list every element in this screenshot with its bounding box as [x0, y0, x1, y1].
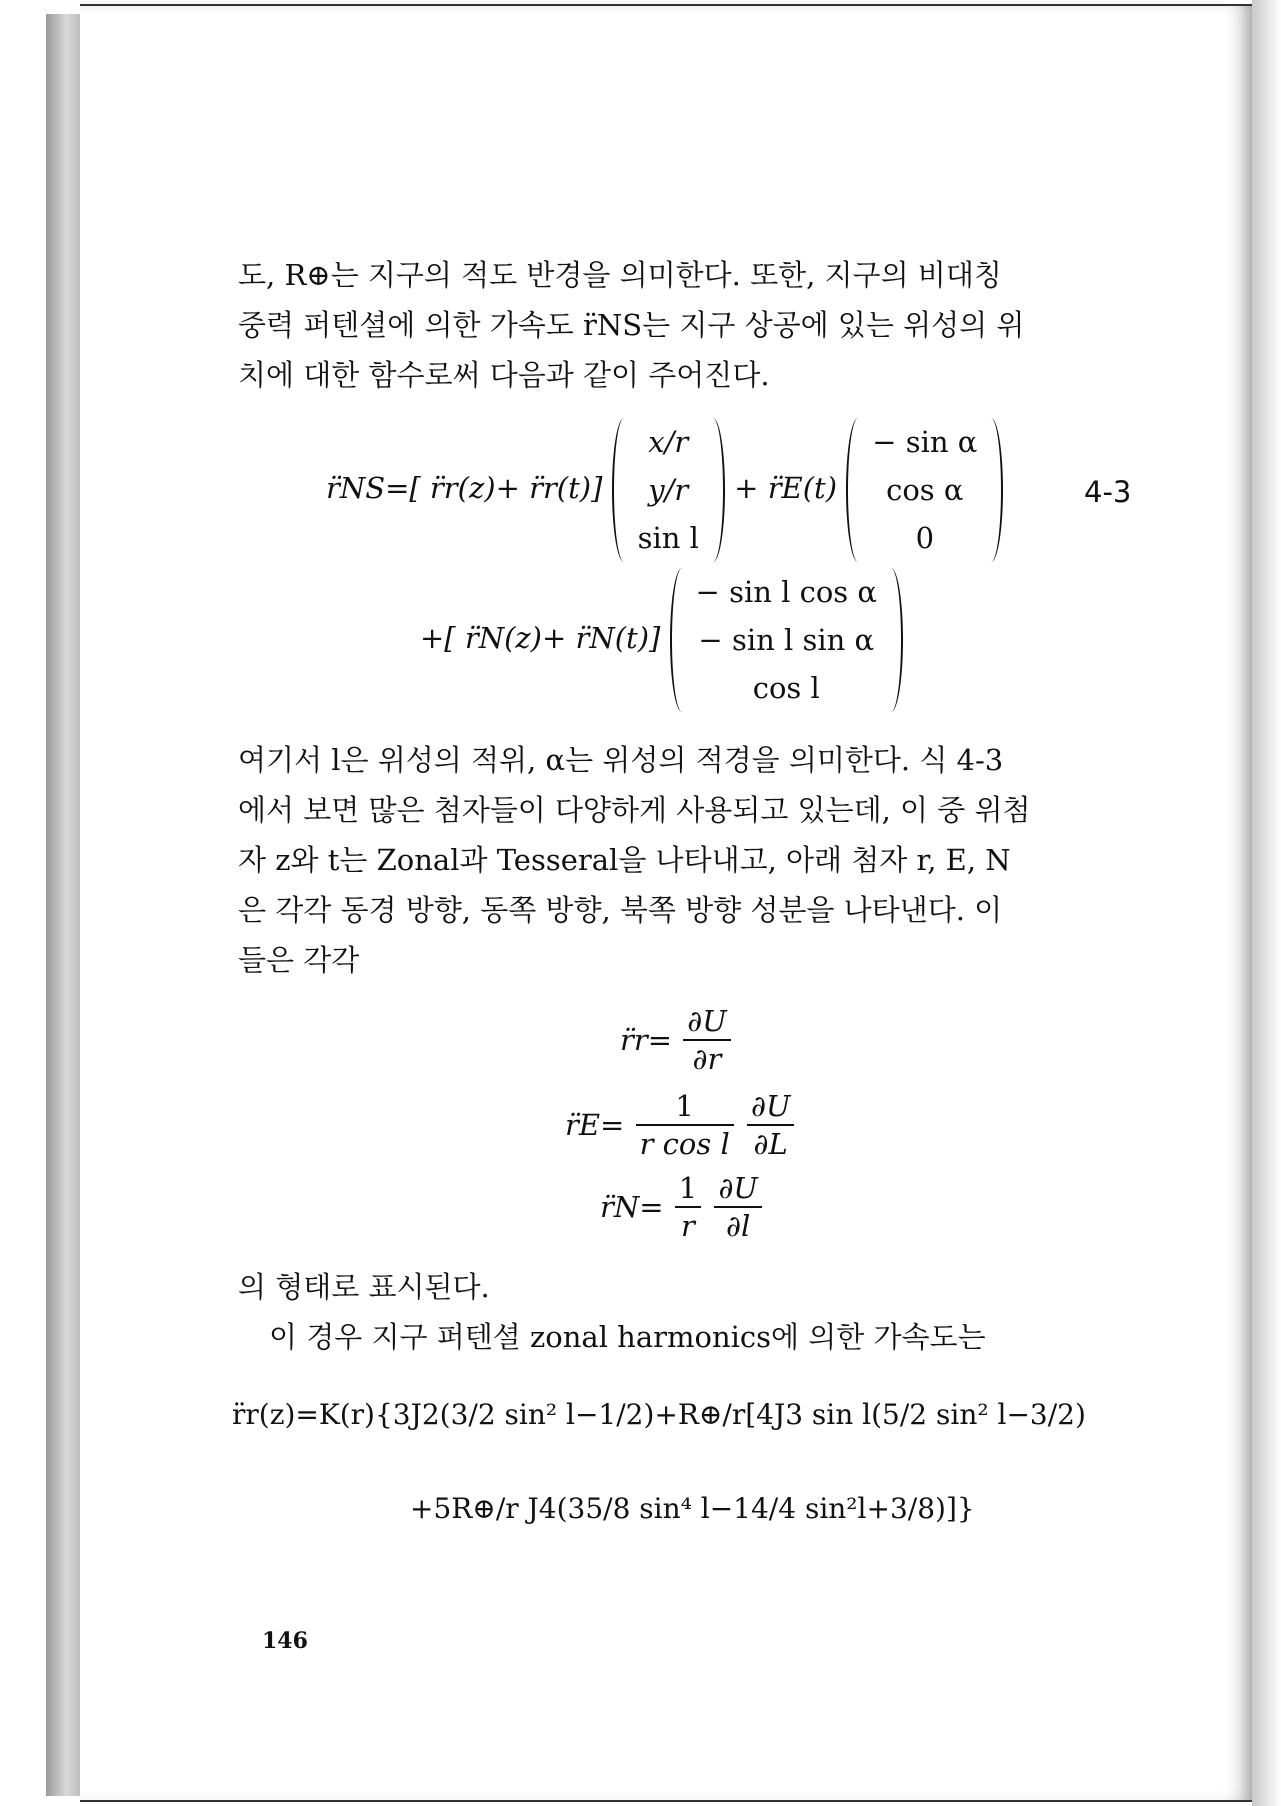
- para2-line5: 들은 각각: [238, 943, 360, 977]
- para2-line4: 은 각각 동경 방향, 동쪽 방향, 북쪽 방향 성분을 나타낸다. 이: [238, 893, 1003, 927]
- equation-4-3-row2: [420, 568, 903, 712]
- para1-line2: 중력 퍼텐셜에 의한 가속도 r̈NS는 지구 상공에 있는 위성의 위: [238, 308, 1025, 342]
- eq1-lhs2: +[ r̈N(z)+ r̈N(t)]: [420, 621, 661, 655]
- matrix-cell: 0: [915, 521, 935, 555]
- page-number: 146: [262, 1628, 308, 1654]
- eq-n-lhs: r̈N=: [600, 1190, 664, 1224]
- equation-north: [600, 1170, 764, 1244]
- denominator: ∂l: [726, 1209, 751, 1243]
- para1-line3: 치에 대한 함수로써 다음과 같이 주어진다.: [238, 358, 770, 392]
- numerator: 1: [636, 1088, 734, 1126]
- eq1-matrix-north: [670, 568, 903, 712]
- denominator: ∂L: [753, 1127, 788, 1161]
- matrix-cell: − sin α: [872, 425, 978, 459]
- numerator: ∂U: [747, 1088, 794, 1126]
- equation-number: 4-3: [1084, 475, 1132, 509]
- page-shadow: [1252, 0, 1281, 1806]
- denominator: r cos l: [639, 1127, 730, 1161]
- denominator: r: [681, 1209, 695, 1243]
- fraction: [636, 1088, 734, 1162]
- eq-r-lhs: r̈r=: [620, 1023, 673, 1057]
- equation-zonal-line1: r̈r(z)=K(r){3J2(3/2 sin² l−1/2)+R⊕/r[4J3 sin l(5/2 sin² l−3/2): [232, 1398, 1086, 1431]
- equation-radial: [620, 1003, 733, 1077]
- eq-e-lhs: r̈E=: [565, 1108, 625, 1142]
- eq1-mid: + r̈E(t): [734, 471, 838, 505]
- matrix-cell: − sin l sin α: [698, 623, 875, 657]
- matrix-cell: y/r: [648, 473, 689, 507]
- fraction: [714, 1170, 761, 1244]
- equation-zonal-line2: +5R⊕/r J4(35/8 sin⁴ l−14/4 sin²l+3/8)]}: [410, 1492, 975, 1525]
- matrix-cell: cos α: [886, 473, 964, 507]
- para1-line1: 도, R⊕는 지구의 적도 반경을 의미한다. 또한, 지구의 비대칭: [238, 258, 1002, 292]
- numerator: ∂U: [683, 1003, 730, 1041]
- equation-4-3-row1: [326, 418, 1003, 562]
- matrix-cell: cos l: [752, 671, 820, 705]
- para2-line2: 에서 보면 많은 첨자들이 다양하게 사용되고 있는데, 이 중 위첨: [238, 793, 1031, 827]
- paragraph-1: [238, 250, 1128, 400]
- matrix-cell: x/r: [648, 425, 689, 459]
- equation-east: [565, 1088, 796, 1162]
- fraction: [747, 1088, 794, 1162]
- para2-line3: 자 z와 t는 Zonal과 Tesseral을 나타내고, 아래 첨자 r, E, N: [238, 843, 1011, 877]
- para3-line1: 의 형태로 표시된다.: [238, 1270, 490, 1304]
- numerator: ∂U: [714, 1170, 761, 1208]
- fraction: [683, 1003, 730, 1077]
- paragraph-2: [238, 735, 1128, 985]
- para3-line2: 이 경우 지구 퍼텐셜 zonal harmonics에 의한 가속도는: [269, 1320, 986, 1354]
- fraction: [675, 1170, 701, 1244]
- eq1-matrix-east: [846, 418, 1003, 562]
- numerator: 1: [675, 1170, 701, 1208]
- paragraph-3: [238, 1262, 1128, 1362]
- matrix-cell: sin l: [637, 521, 699, 555]
- book-spine-edge: [46, 14, 80, 1796]
- matrix-cell: − sin l cos α: [695, 575, 877, 609]
- eq1-lhs: r̈NS=[ r̈r(z)+ r̈r(t)]: [326, 471, 603, 505]
- eq1-matrix-position: [612, 418, 725, 562]
- para2-line1: 여기서 l은 위성의 적위, α는 위성의 적경을 의미한다. 식 4-3: [238, 743, 1004, 777]
- denominator: ∂r: [692, 1042, 722, 1076]
